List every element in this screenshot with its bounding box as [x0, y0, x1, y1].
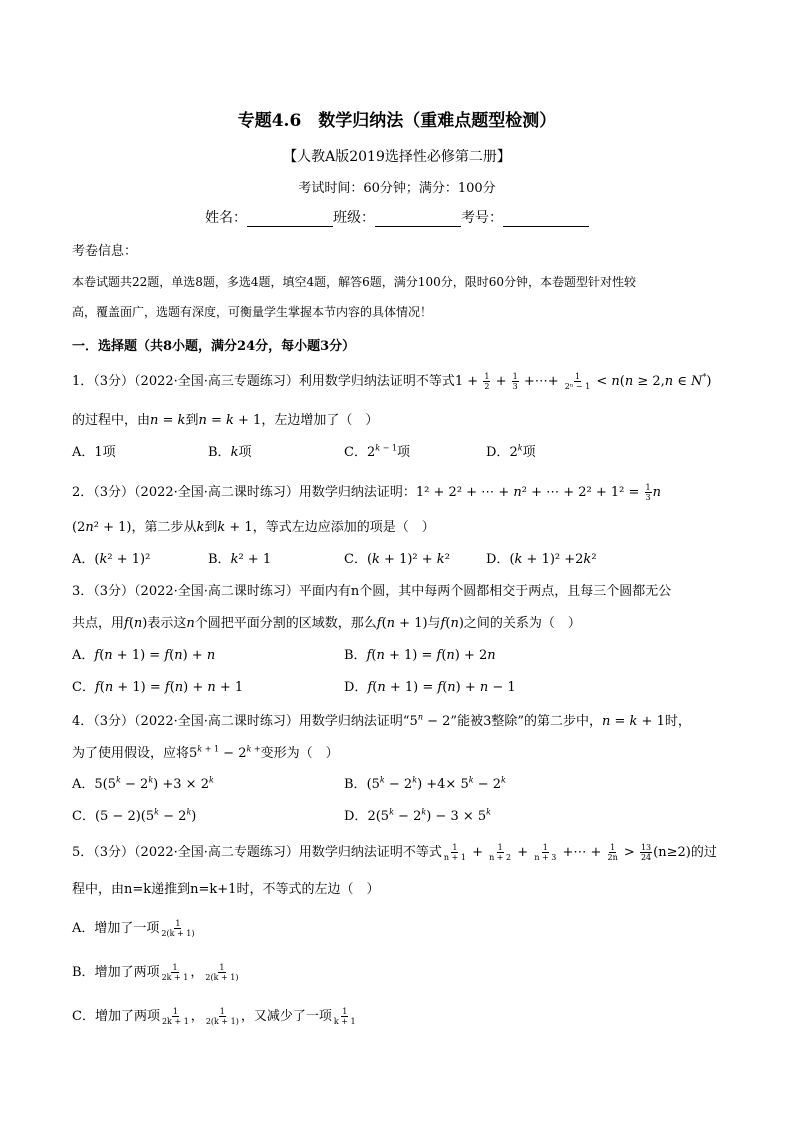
q1-option-a[interactable]: A．1项: [72, 445, 116, 460]
q2-stem-line2: (2n² + 1)，第二步从k到k + 1，等式左边应添加的项是（ ）: [72, 520, 435, 535]
q1-option-d[interactable]: D．2$^k$项: [486, 443, 536, 460]
q1-option-c[interactable]: C．$2^{k - 1}$项: [344, 443, 410, 460]
q4-option-d[interactable]: D．$2(5^k - 2^k) - 3 \times 5^k$: [344, 807, 492, 824]
q3-stem-line2: 共点，用f(n)表示这n个圆把平面分割的区域数，那么f(n + 1)与f(n)之间的关系为（ ）: [72, 616, 581, 631]
q2-stem: 2．（3分）（2022·全国·高二课时练习）用数学归纳法证明：1² + 2² + ⋯ + n² + ⋯ + 2² + 1² = $\frac{1}{3}$ n: [72, 483, 661, 502]
q2-option-a[interactable]: A．(k² + 1)²: [72, 552, 151, 567]
q4-option-a[interactable]: A．$5(5^k - 2^k) +3 \times 2^k$: [72, 775, 214, 792]
q2-option-c[interactable]: C．(k + 1)² + k²: [344, 552, 450, 567]
q3-stem: 3．（3分）（2022·全国·高二课时练习）平面内有n个圆，其中每两个圆都相交于两点，且每三个圆都无公: [72, 584, 672, 599]
exam-time-score: 考试时间：60分钟；满分：100分: [298, 181, 496, 196]
q3-option-c[interactable]: C．f(n + 1) = f(n) + n + 1: [72, 680, 244, 695]
class-field[interactable]: [375, 212, 461, 227]
q4-stem-line2: 为了使用假设，应将$5^{k + 1} - 2^{k +}$变形为（ ）: [72, 744, 339, 761]
page-subtitle: 【人教A版2019选择性必修第二册】: [283, 149, 511, 165]
q5-option-b[interactable]: B．增加了两项 $\frac{1}{2k + 1}$ ， $\frac{1}{2(k + 1)}$: [72, 963, 239, 982]
number-label: 考号：: [461, 210, 503, 226]
q2-option-d[interactable]: D．(k + 1)² +2k²: [486, 552, 597, 567]
q1-stem: 1．（3分）（2022·全国·高三专题练习）利用数学归纳法证明不等式1 + $\frac{1}{2}$ + $\frac{1}{3}$ +⋯+ $\frac{1}{\text{2ⁿ − 1}}$ < n(n ≥ 2,n ∈ N*): [72, 372, 712, 391]
q4-stem: 4．（3分）（2022·全国·高二课时练习）用数学归纳法证明“$5^n - 2$”能被3整除”的第二步中，n = k + 1时，: [72, 712, 691, 729]
section-heading: 一．选择题（共8小题，满分24分，每小题3分）: [72, 339, 356, 354]
q1-option-b[interactable]: B．k项: [208, 445, 252, 460]
page-title: 专题4.6 数学归纳法（重难点题型检测）: [237, 111, 557, 131]
name-field[interactable]: [247, 212, 333, 227]
q3-option-d[interactable]: D．f(n + 1) = f(n) + n − 1: [344, 680, 516, 695]
q4-option-b[interactable]: B．$(5^k - 2^k) +4\times 5^k - 2^k$: [344, 775, 506, 792]
student-info-row: [0, 207, 794, 227]
q5-stem: 5．（3分）（2022·全国·高二专题练习）用数学归纳法证明不等式 $\frac{1}{n + 1}$ + $\frac{1}{n + 2}$ + $\frac{1}{n + 3}$ +⋯ + $\frac{1}{2n}$ > $\frac{13}{24}$ (n≥2)的过: [72, 843, 717, 862]
name-label: 姓名：: [205, 210, 247, 226]
class-label: 班级：: [333, 210, 375, 226]
exam-info-line2: 高，覆盖面广，选题有深度，可衡量学生掌握本节内容的具体情况！: [72, 305, 433, 319]
exam-info-line1: 本卷试题共22题，单选8题，多选4题，填空4题，解答6题，满分100分，限时60分钟，本卷题型针对性较: [72, 275, 636, 289]
exam-info-label: 考卷信息：: [72, 244, 138, 259]
q5-option-c[interactable]: C．增加了两项 $\frac{1}{2k + 1}$ ， $\frac{1}{2(k + 1)}$ ，又减少了一项 $\frac{1}{k + 1}$: [72, 1007, 356, 1026]
q3-option-a[interactable]: A．f(n + 1) = f(n) + n: [72, 648, 216, 663]
q5-option-a[interactable]: A．增加了一项 $\frac{1}{2(k + 1)}$: [72, 919, 195, 938]
q3-option-b[interactable]: B．f(n + 1) = f(n) + 2n: [344, 648, 496, 663]
q4-option-c[interactable]: C．$(5 - 2)(5^k - 2^k)$: [72, 807, 197, 824]
q1-stem-line2: 的过程中，由n = k到n = k + 1，左边增加了（ ）: [72, 413, 379, 428]
q2-option-b[interactable]: B．k² + 1: [208, 552, 272, 567]
number-field[interactable]: [503, 212, 589, 227]
q5-stem-line2: 程中，由n=k递推到n=k+1时，不等式的左边（ ）: [72, 882, 380, 897]
